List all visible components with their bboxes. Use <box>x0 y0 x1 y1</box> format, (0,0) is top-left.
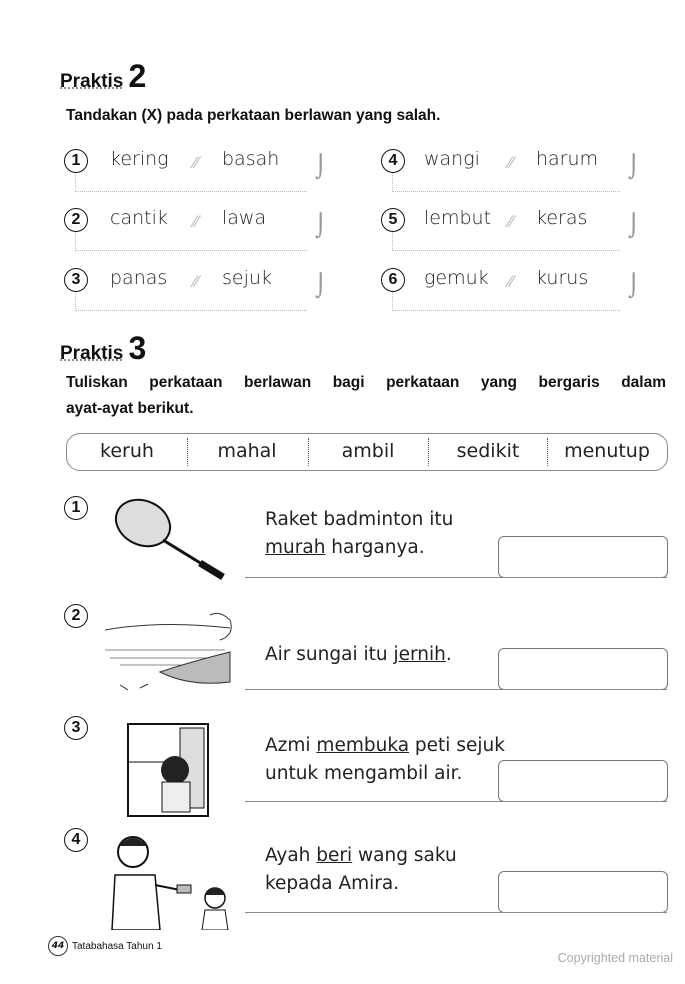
word-right: keras <box>536 207 588 229</box>
badminton-racket-picture <box>105 495 235 585</box>
word-right: lawa <box>222 207 267 229</box>
instruction-praktis-2: Tandakan (X) pada perkataan berlawan yang salah. <box>66 107 441 124</box>
answer-line <box>245 689 667 690</box>
curl-decoration-icon: ⌡ <box>315 274 327 299</box>
item-number: 5 <box>381 208 405 232</box>
item-number: 4 <box>64 828 88 852</box>
sentence-2: Air sungai itu jernih. <box>265 644 452 665</box>
answer-line <box>245 577 667 578</box>
word-left: gemuk <box>424 267 489 289</box>
curl-decoration-icon: ⌡ <box>628 155 640 180</box>
sentence-4: Ayah beri wang saku kepada Amira. <box>265 845 457 894</box>
curl-decoration-icon: ⌡ <box>315 155 327 180</box>
row-line <box>75 171 307 192</box>
answer-line <box>245 912 667 913</box>
bank-word: menutup <box>564 440 650 462</box>
answer-box-2[interactable] <box>498 648 668 690</box>
praktis-number: 3 <box>128 330 147 366</box>
row-line <box>392 290 620 311</box>
instruction-praktis-3-line2: ayat-ayat berikut. <box>66 400 194 417</box>
page-number-magnifier-icon: 44 <box>48 936 68 956</box>
sentence-1: Raket badminton itu murah harganya. <box>265 509 454 558</box>
bank-word: ambil <box>341 440 395 462</box>
underlined-word: membuka <box>316 735 410 756</box>
curl-decoration-icon: ⌡ <box>628 274 640 299</box>
cross-mark-box[interactable]: ⁄⁄ <box>508 153 514 172</box>
row-line <box>75 230 307 251</box>
underlined-word: jernih <box>393 644 446 665</box>
praktis-3-header <box>60 330 146 367</box>
item-number: 2 <box>64 604 88 628</box>
river-picture <box>100 610 240 695</box>
footer <box>48 936 162 956</box>
row-line <box>75 290 307 311</box>
word-right: harum <box>536 148 599 170</box>
cross-mark-box[interactable]: ⁄⁄ <box>193 212 199 231</box>
item-number: 1 <box>64 149 88 173</box>
answer-box-4[interactable] <box>498 871 668 913</box>
item-number: 3 <box>64 716 88 740</box>
bank-word: keruh <box>100 440 154 462</box>
praktis-label: Praktis <box>60 343 124 364</box>
sentence-3: Azmi membuka peti sejuk untuk mengambil air. <box>265 735 505 784</box>
refrigerator-picture <box>120 722 220 817</box>
curl-decoration-icon: ⌡ <box>315 214 327 239</box>
copyright-notice: Copyrighted material <box>557 951 673 965</box>
word-right: sejuk <box>222 267 272 289</box>
praktis-number: 2 <box>128 58 147 94</box>
praktis-label: Praktis <box>60 71 124 92</box>
item-number: 4 <box>381 149 405 173</box>
cross-mark-box[interactable]: ⁄⁄ <box>508 272 514 291</box>
bank-word: mahal <box>217 440 277 462</box>
word-bank <box>66 433 668 471</box>
cross-mark-box[interactable]: ⁄⁄ <box>193 153 199 172</box>
word-left: wangi <box>424 148 480 170</box>
praktis-2-header <box>60 58 146 95</box>
item-number: 1 <box>64 496 88 520</box>
answer-line <box>245 801 667 802</box>
row-line <box>392 230 620 251</box>
bank-word: sedikit <box>456 440 520 462</box>
item-number: 2 <box>64 208 88 232</box>
row-line <box>392 171 620 192</box>
word-right: basah <box>222 148 280 170</box>
word-left: lembut <box>424 207 492 229</box>
father-giving-money-picture <box>105 830 240 930</box>
book-title: Tatabahasa Tahun 1 <box>72 940 162 952</box>
underlined-word: beri <box>316 845 353 866</box>
instruction-praktis-3-line1: Tuliskan perkataan berlawan bagi perkataan yang bergaris dalam <box>66 374 666 391</box>
word-left: cantik <box>110 207 168 229</box>
cross-mark-box[interactable]: ⁄⁄ <box>508 212 514 231</box>
word-left: kering <box>110 148 169 170</box>
item-number: 3 <box>64 268 88 292</box>
underlined-word: murah <box>265 537 326 558</box>
curl-decoration-icon: ⌡ <box>628 214 640 239</box>
word-left: panas <box>110 267 168 289</box>
word-right: kurus <box>536 267 589 289</box>
cross-mark-box[interactable]: ⁄⁄ <box>193 272 199 291</box>
answer-box-1[interactable] <box>498 536 668 578</box>
answer-box-3[interactable] <box>498 760 668 802</box>
item-number: 6 <box>381 268 405 292</box>
